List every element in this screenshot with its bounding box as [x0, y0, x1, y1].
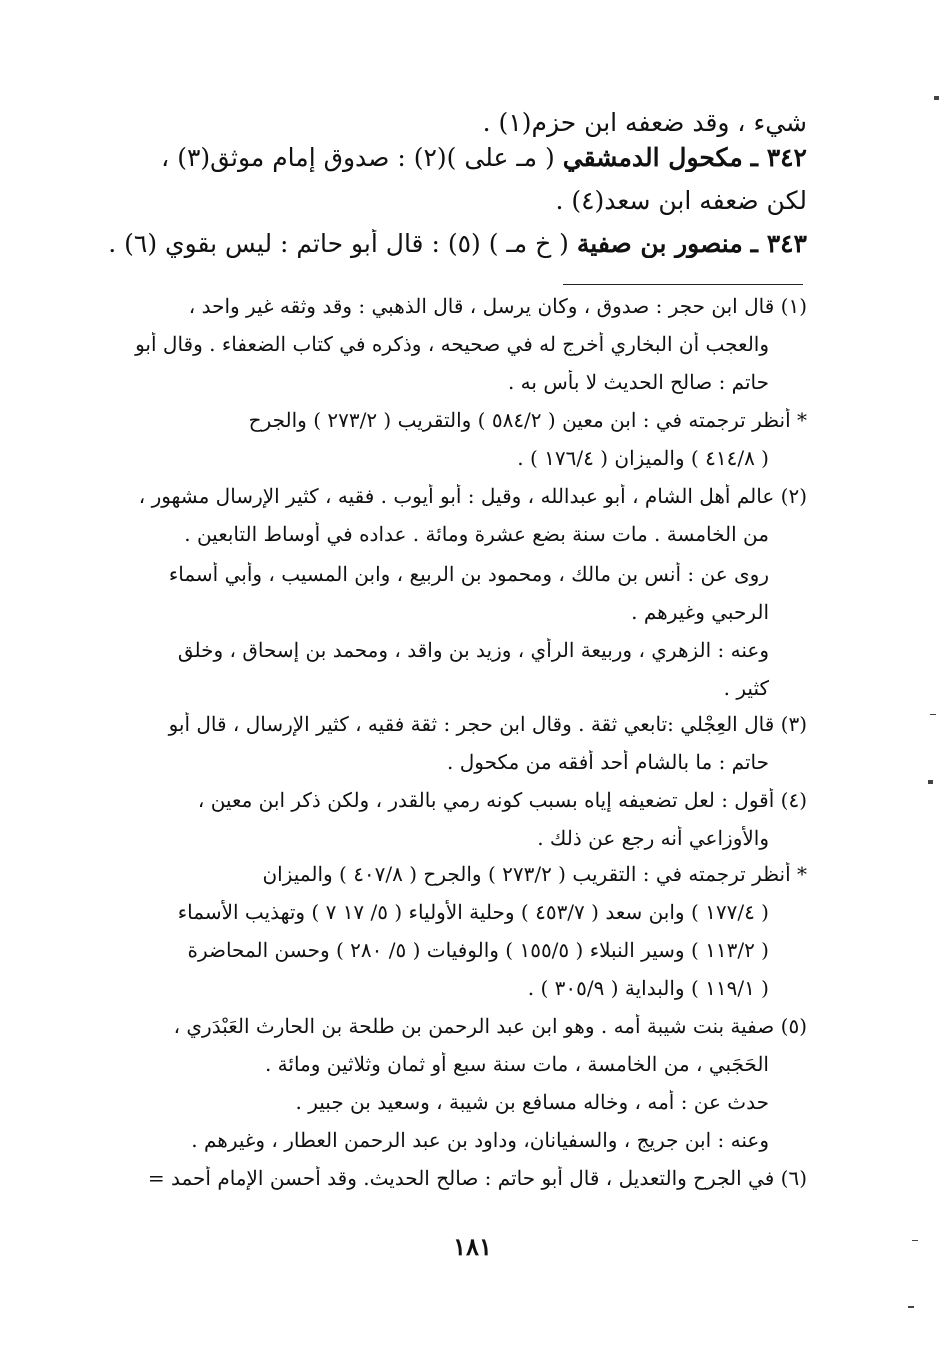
footnote-5-line: حدث عن : أمه ، وخاله مسافع بن شيبة ، وسعيد بن جبير .: [295, 1090, 769, 1114]
sources-2-line: * أنظر ترجمته في : التقريب ( ٢٧٣/٢ ) والجرح ( ٤٠٧/٨ ) والميزان: [262, 862, 807, 886]
footnote-4-line: (٤) أقول : لعل تضعيفه إياه بسبب كونه رمي بالقدر ، ولكن ذكر ابن معين ،: [197, 788, 807, 812]
main-line-1: شيء ، وقد ضعفه ابن حزم(١) .: [482, 108, 807, 137]
footnote-2-line: روى عن : أنس بن مالك ، ومحمود بن الربيع ، وابن المسيب ، وأبي أسماء: [168, 562, 769, 586]
sources-1-line: ( ٤١٤/٨ ) والميزان ( ١٧٦/٤ ) .: [517, 446, 769, 470]
scan-speck: [934, 96, 939, 100]
scan-speck: [930, 714, 936, 715]
sources-2-line: ( ١١٣/٢ ) وسير النبلاء ( ١٥٥/٥ ) والوفيات ( ٥/ ٢٨٠ ) وحسن المحاضرة: [187, 938, 769, 962]
footnote-4-line: والأوزاعي أنه رجع عن ذلك .: [537, 826, 769, 850]
entry-343-line: [107, 229, 807, 258]
sources-2-line: ( ١٧٧/٤ ) وابن سعد ( ٤٥٣/٧ ) وحلية الأولياء ( ٥/ ١٧ ٧ ) وتهذيب الأسماء: [177, 900, 769, 924]
entry-343-name: منصور بن صفية: [576, 229, 743, 258]
entry-342-details: ( مـ علی )(٢) : صدوق إمام موثق(٣) ،: [161, 143, 555, 172]
footnote-6-line: (٦) في الجرح والتعديل ، قال أبو حاتم : صالح الحديث. وقد أحسن الإمام أحمد =: [147, 1166, 807, 1190]
footnote-1-line: والعجب أن البخاري أخرج له في صحيحه ، وذكره في كتاب الضعفاء . وقال أبو: [135, 332, 769, 356]
footnote-2-line: الرحبي وغيرهم .: [631, 600, 769, 624]
footnote-2-line: (٢) عالم أهل الشام ، أبو عبدالله ، وقيل : أبو أيوب . فقيه ، كثير الإرسال مشهور ،: [138, 484, 807, 508]
footnote-5-line: وعنه : ابن جريج ، والسفيانان، وداود بن عبد الرحمن العطار ، وغيرهم .: [191, 1128, 769, 1152]
sources-1-line: * أنظر ترجمته في : ابن معين ( ٥٨٤/٢ ) والتقريب ( ٢٧٣/٢ ) والجرح: [248, 408, 807, 432]
sources-2-line: ( ١١٩/١ ) والبداية ( ٣٠٥/٩ ) .: [527, 976, 769, 1000]
scan-speck: [912, 1240, 918, 1241]
entry-342-name: مكحول الدمشقي: [562, 143, 743, 172]
footnote-divider: [563, 284, 803, 285]
page-number: ١٨١: [453, 1232, 492, 1261]
entry-342-line: [107, 143, 807, 172]
entry-342-number: ٣٤٢ ـ: [750, 143, 807, 172]
footnote-3-line: (٣) قال العِجْلي :تابعي ثقة . وقال ابن حجر : ثقة فقيه ، كثير الإرسال ، قال أبو: [168, 712, 807, 736]
footnote-2-line: كثير .: [723, 676, 769, 700]
footnote-2-line: من الخامسة . مات سنة بضع عشرة ومائة . عداده في أوساط التابعين .: [184, 522, 769, 546]
footnote-1-line: (١) قال ابن حجر : صدوق ، وكان يرسل ، قال الذهبي : وقد وثقه غير واحد ،: [188, 294, 807, 318]
footnote-1-line: حاتم : صالح الحديث لا بأس به .: [507, 370, 769, 394]
footnote-5-line: الحَجَبي ، من الخامسة ، مات سنة سبع أو ثمان وثلاثين ومائة .: [264, 1052, 769, 1076]
footnote-5-line: (٥) صفية بنت شيبة أمه . وهو ابن عبد الرحمن بن طلحة بن الحارث العَبْدَري ،: [173, 1014, 807, 1038]
main-line-3: لكن ضعفه ابن سعد(٤) .: [555, 186, 807, 215]
scan-speck: [908, 1306, 914, 1308]
footnote-2-line: وعنه : الزهري ، وربيعة الرأي ، وزيد بن واقد ، ومحمد بن إسحاق ، وخلق: [177, 638, 769, 662]
footnote-3-line: حاتم : ما بالشام أحد أفقه من مكحول .: [446, 750, 769, 774]
scan-speck: [928, 780, 933, 784]
entry-343-details: ( خ مـ ) (٥) : قال أبو حاتم : ليس بقوي (٦) .: [108, 229, 569, 258]
entry-343-number: ٣٤٣ ـ: [750, 229, 807, 258]
